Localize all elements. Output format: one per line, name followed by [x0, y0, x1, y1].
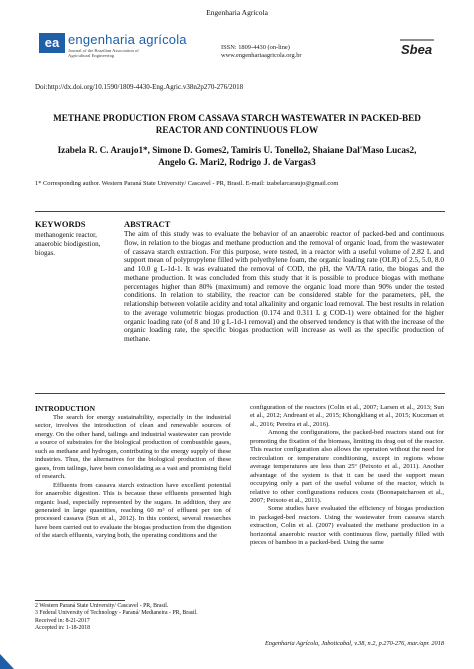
issn-block [221, 44, 302, 61]
footnote-3: 3 Federal University of Technology - Paraná/ Medianeira - PR, Brasil. [35, 610, 198, 617]
paragraph: Effluents from cassava starch extraction have excellent potential for anaerobic digestion. This is because these effluents presented high organic load, especially represented by the sugars. In addition, they are generated in large quantities, reaching 60 m³ of effluent per ton of processed cassava (Sun et al., 2012). In this context, several researches have been carried out to evaluate the biogas production from the digestion of the starch effluents, varying both, the operating conditions and the [35, 481, 231, 540]
website[interactable]: www.engenhariaagricola.org.br [221, 52, 302, 60]
footnotes [35, 603, 255, 632]
abstract-text: The aim of this study was to evaluate the behavior of an anaerobic reactor of packed-bed and continuous flow, in relation to the biogas and methane production and the removal of organic load, from the wastewater of cassava starch extraction. For this purpose, were tested, in a reactor with a useful volume of 2.82 L and support mean of polypropylene filled with polyethylene foam, the organic loading rate (OLR) of 2.5, 5.0, 8.0 and 10.0 g L-1d-1. It was evaluated the removal of COD, the pH, the VA/TA ratio, the biogas and the methane production. It was concluded from this study that it is possible to produce biogas with methane percentages higher than 80% (maximum) and remove the organic load more than 90% under the tested conditions. In relation to stability, the reactor can be considered stable for the parameters, pH, the relationship between volatile acidity and total alkalinity and organic load removal. The best results in relation to the average volumetric biogas production (0.174 and 0.311 L g COD-1) were obtained for the higher organic loading rate (of 8 and 10 g L-1d-1 removal) and the observed tendency is that with the increase of the organic loading rate, the specific biogas production will increase as well as the specific production of methane. [124, 229, 445, 343]
body-column-right [250, 404, 444, 548]
keywords-text: methanogenic reactor, anaerobic biodigestion, biogas. [35, 231, 101, 258]
journal-header: Engenharia Agrícola [206, 8, 268, 17]
top-divider [35, 211, 445, 212]
paragraph: configuration of the reactors (Colin et al., 2007; Larsen et al., 2013; Sun et al., 2012; Andreani et al., 2015; Khongkliang et al., 2015; Kuczman et al., 2016; Pereira et al., 2016). [250, 404, 444, 428]
page-footer: Engenharia Agrícola, Jaboticabal, v.38, n.2, p.270-276, mar./apr. 2018 [264, 640, 444, 647]
authors-line-1: Izabela R. C. Araujo1*, Simone D. Gomes2, Tamiris U. Tonello2, Shaiane Dal'Maso Lucas2, [57, 145, 417, 155]
authors-line-2: Angelo G. Mari2, Rodrigo J. de Vargas3 [158, 156, 316, 167]
paragraph: The search for energy sustainability, especially in the industrial sector, involves the introduction of clean and renewable sources of energy. On the other hand, tailings and industrial wastewater can provide a source of substrates for the biological production of combustible gases, such as methane and hydrogen, contributing to the energy supply of these industries. Thus, the alternatives for the biological production of these gases, from tailings, have been consolidating as a vast and promising field of research. [35, 414, 231, 481]
received-date: Received in: 8-21-2017 [35, 617, 90, 624]
paper-title [30, 113, 444, 136]
corresponding-author: 1* Corresponding author. Western Paraná State University/ Cascavel - PR, Brasil. E-mail: izabelarcaraujo@gmail.com [35, 180, 339, 187]
footnote-2: 2 Western Paraná State University/ Cascavel - PR, Brasil. [35, 603, 169, 609]
paragraph: Among the configurations, the packed-bed reactors stand out for promoting the fixation of the biomass, limiting its drag out of the reactor. This reactor configuration also allows the operation without the need for recirculation or temperature conditioning, except in regions whose average temperatures are less than 25º (Peixoto et al., 2011). Another advantage of the system is that it can be used the support mean occupying only a part of the useful volume of the reactor, which is relative to other configurations reduces costs (Boonapatcharoen et al., 2007; Peixoto et al., 2011). [250, 429, 444, 504]
body-column-left [35, 414, 231, 541]
journal-logo-tagline: Journal of the Brazilian Association of Agricultural Engineering [68, 48, 139, 59]
sbea-logo [398, 36, 436, 58]
paragraph: Some studies have evaluated the efficiency of biogas production in packaged-bed reactors. Using the wastewater from cassava starch extraction, Colin et al. (2007) evaluated the methane production in a horizontal anaerobic reactor with continuous flow, partially filled with pieces of bamboo in a packed-bed. Using the same [250, 505, 444, 547]
authors [30, 145, 444, 168]
title-line-2: REACTOR AND CONTINUOUS FLOW [155, 124, 319, 135]
title-line-1: METHANE PRODUCTION FROM CASSAVA STARCH WASTEWATER IN PACKED-BED [53, 113, 421, 123]
doi[interactable]: Doi:http://dx.doi.org/10.1590/1809-4430-Eng.Agric.v38n2p270-276/2018 [35, 83, 244, 91]
abstract-heading: ABSTRACT [124, 219, 171, 229]
bottom-divider [35, 393, 445, 394]
accepted-date: Accepted in: 1-18-2018 [35, 624, 91, 631]
journal-logo-name: engenharia agrícola [68, 32, 187, 47]
footnote-divider [35, 600, 125, 601]
corner-mark-icon [0, 654, 14, 669]
keywords-heading: KEYWORDS [35, 219, 86, 229]
issn: ISSN: 1809-4430 (on-line) [221, 44, 290, 51]
journal-logo-mark: ea [39, 33, 65, 53]
introduction-heading: INTRODUCTION [35, 404, 96, 413]
svg-text:Sbea: Sbea [401, 42, 433, 57]
